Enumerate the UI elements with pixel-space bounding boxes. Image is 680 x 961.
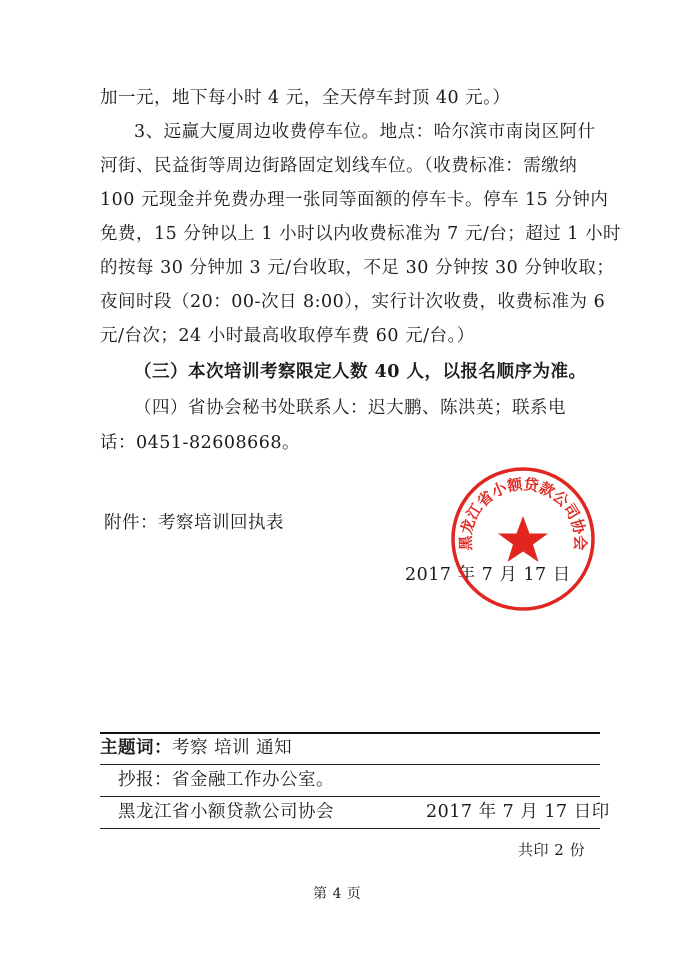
item-3-line-4: 免费，15 分钟以上 1 小时以内收费标准为 7 元/台；超过 1 小时	[100, 224, 622, 244]
item-3-line-7: 元/台次；24 小时最高收取停车费 60 元/台。）	[100, 326, 475, 346]
item-3-line-3: 100 元现金并免费办理一张同等面额的停车卡。停车 15 分钟内	[100, 190, 609, 210]
item-3-line-6: 夜间时段（20：00-次日 8:00），实行计次收费，收费标准为 6	[100, 292, 606, 312]
subject-value: 考察 培训 通知	[172, 738, 293, 758]
official-seal	[448, 464, 598, 614]
issuer: 黑龙江省小额贷款公司协会	[118, 802, 334, 822]
page-number: 第 4 页	[313, 886, 362, 902]
copies-count: 共印 2 份	[518, 841, 586, 859]
subject-label: 主题词：	[100, 738, 172, 758]
item-four-line-2: 话：0451-82608668。	[100, 433, 301, 453]
item-three: （三）本次培训考察限定人数 40 人，以报名顺序为准。	[134, 362, 587, 382]
footer-rule-3	[100, 796, 600, 797]
signing-date: 2017 年 7 月 17 日	[405, 565, 571, 585]
footer-rule-2	[100, 764, 600, 765]
item-3-line-1: 3、远赢大厦周边收费停车位。地点：哈尔滨市南岗区阿什	[134, 122, 596, 142]
attachment-line: 附件：考察培训回执表	[104, 513, 284, 533]
subject-words	[100, 736, 292, 760]
print-date: 2017 年 7 月 17 日印	[426, 802, 610, 822]
footer-top-rule	[100, 732, 600, 734]
footer-bottom-rule	[100, 828, 600, 829]
item-3-line-5: 的按每 30 分钟加 3 元/台收取，不足 30 分钟按 30 分钟收取；	[100, 258, 615, 278]
seal-text: 黑龙江省小额贷款公司协会	[456, 475, 590, 551]
item-3-line-2: 河街、民益街等周边街路固定划线车位。（收费标准：需缴纳	[100, 156, 578, 176]
cc-line: 抄报：省金融工作办公室。	[118, 770, 334, 790]
seal-star-icon	[498, 516, 548, 562]
item-four-line-1: （四）省协会秘书处联系人：迟大鹏、陈洪英；联系电	[134, 398, 566, 418]
body-line-1: 加一元，地下每小时 4 元，全天停车封顶 40 元。）	[100, 88, 511, 108]
